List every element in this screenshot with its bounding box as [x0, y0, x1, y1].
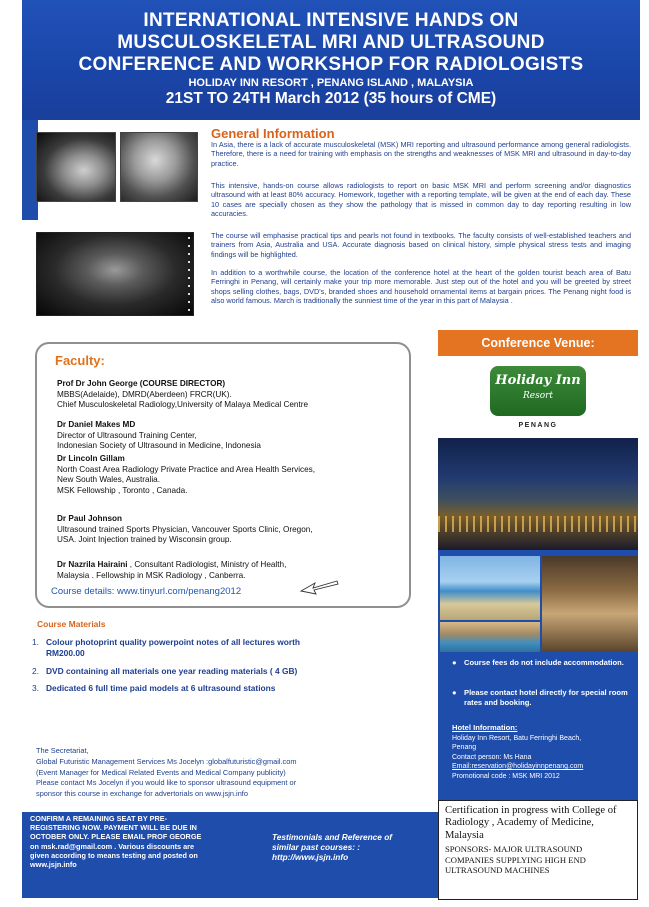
testimonials-line: similar past courses: :: [272, 842, 361, 852]
registration-notice: [30, 814, 262, 869]
title-line-3: CONFERENCE AND WORKSHOP FOR RADIOLOGISTS: [78, 54, 584, 75]
faculty-title: Faculty:: [55, 353, 105, 368]
faculty-member-detail: Director of Ultrasound Training Center,: [57, 430, 197, 440]
title-line-1: INTERNATIONAL INTENSIVE HANDS ON: [143, 10, 519, 31]
faculty-member-detail: Chief Musculoskeletal Radiology,University of Malaya Medical Centre: [57, 400, 309, 410]
faculty-member-detail: Malaysia . Fellowship in MSK Radiology , Canberra.: [57, 570, 246, 580]
ultrasound-depth-scale: [188, 237, 190, 311]
faculty-member-detail: , Consultant Radiologist, Ministry of Health,: [127, 560, 287, 569]
list-item-number: 1.: [32, 637, 39, 647]
secretariat-line: Please contact Ms Jocelyn if you would like to sponsor ultrasound equipment or: [36, 778, 297, 788]
faculty-member-detail: Ultrasound trained Sports Physician, Vancouver Sports Clinic, Oregon,: [57, 524, 313, 534]
list-item-number: 2.: [32, 666, 39, 676]
testimonials-line: Testimonials and Reference of: [272, 832, 393, 842]
list-item-text: [46, 637, 300, 659]
hotel-room-photo: [542, 556, 638, 652]
faculty-member: [57, 379, 407, 411]
faculty-member-name: Prof Dr John George (COURSE DIRECTOR): [57, 379, 226, 388]
hotel-pool-photo: [440, 622, 540, 652]
list-item: [452, 658, 632, 668]
faculty-member: [57, 514, 407, 546]
faculty-box: [35, 342, 411, 608]
list-item-number: 3.: [32, 683, 39, 693]
certification-text: Certification in progress with College of Radiology , Academy of Medicine, Malaysia: [445, 805, 617, 841]
registration-line: given according to means testing and posted on: [30, 850, 198, 860]
list-item-text-line: RM200.00: [46, 648, 85, 658]
general-info-paragraph-1: In Asia, there is a lack of accurate musculoskeletal (MSK) MRI reporting and ultrasound performance among general radiologists. Therefore, there is a need for training with emphasis on the strengths and weaknesses of MSK MRI and ultrasound in day-to-day practice.: [211, 140, 631, 168]
logo-sub-text: Resort: [522, 391, 554, 401]
hotel-info-line: Penang: [452, 744, 477, 752]
testimonials-note: [272, 832, 432, 862]
secretariat-line: Global Futuristic Management Services Ms Jocelyn :globalfuturistic@gmail.com: [36, 756, 297, 766]
faculty-member: [57, 454, 407, 496]
registration-line: on msk.rad@gmail.com . Various discounts are: [30, 841, 195, 851]
faculty-member: [57, 420, 407, 452]
faculty-member-detail: Indonesian Society of Ultrasound in Medicine, Indonesia: [57, 441, 261, 451]
bullet-icon: ●: [452, 658, 457, 667]
faculty-member-detail: MBBS(Adelaide), DMRD(Aberdeen) FRCR(UK).: [57, 389, 232, 399]
hotel-info-line: Holiday Inn Resort, Batu Ferringhi Beach,: [452, 735, 582, 742]
secretariat-line: sponsor this course in exchange for advertorials on www.jsjn.info: [36, 789, 248, 799]
hotel-night-photo: [438, 438, 638, 550]
location-line: HOLIDAY INN RESORT , PENANG ISLAND , MALAYSIA: [188, 77, 474, 89]
conference-header: [22, 0, 640, 120]
beach-parasail-photo: [440, 556, 540, 620]
testimonials-link[interactable]: http://www.jsjn.info: [272, 852, 349, 862]
venue-note-text: Please contact hotel directly for special room rates and booking.: [464, 688, 628, 707]
general-info-paragraph-2: This intensive, hands-on course allows radiologists to report on basic MSK MRI and perform screening and/or diagnostics ultrasound with at least 80% accuracy. Homework, together with a reporting template, will be given at the end of each day. These 10 cases are specially chosen as they show the pathology that is missed in common day to day reporting resulting in low accuracies.: [211, 181, 631, 219]
hotel-info-title: Hotel Information:: [452, 723, 518, 732]
secretariat-block: [36, 746, 416, 800]
faculty-member-name: Dr Nazrila Hairaini: [57, 560, 128, 569]
general-info-paragraph-3: The course will emphasise practical tips and pearls not found in textbooks. The faculty consists of well-established teachers and trainers from Asia, Australia and USA. Accurate diagnosis based on clinical history, simple physical stress tests and imaging findings will be highlighted.: [211, 231, 631, 259]
course-materials-title: Course Materials: [37, 619, 106, 629]
photo-lights: [438, 516, 638, 532]
mri-knee-image-1: [36, 132, 116, 202]
venue-note-text: Course fees do not include accommodation.: [464, 658, 624, 667]
course-details-link[interactable]: Course details: www.tinyurl.com/penang2012: [51, 586, 242, 597]
list-item-text: DVD containing all materials one year reading materials ( 4 GB): [46, 666, 298, 676]
faculty-member-name: Dr Paul Johnson: [57, 514, 123, 523]
faculty-member-name: Dr Daniel Makes MD: [57, 420, 136, 429]
ultrasound-image: [36, 232, 194, 316]
dates-line: 21ST TO 24TH March 2012 (35 hours of CME): [165, 90, 497, 107]
registration-line: REGISTERING NOW. PAYMENT WILL BE DUE IN: [30, 823, 197, 833]
hotel-email-link[interactable]: Email:reservation@holidayinnpenang.com: [452, 763, 584, 771]
hotel-info-line: Contact person: Ms Hana: [452, 753, 532, 761]
list-item-text-line: Colour photoprint quality powerpoint notes of all lectures worth: [46, 637, 301, 647]
faculty-member-detail: MSK Fellowship , Toronto , Canada.: [57, 485, 188, 495]
faculty-member-detail: New South Wales, Australia.: [57, 475, 160, 485]
faculty-member-detail: North Coast Area Radiology Private Practice and Area Health Services,: [57, 464, 316, 474]
registration-line: OCTOBER ONLY. PLEASE EMAIL PROF GEORGE: [30, 832, 202, 842]
registration-line: CONFIRM A REMAINING SEAT BY PRE-: [30, 814, 168, 823]
general-info-paragraph-4: In addition to a worthwhile course, the location of the conference hotel at the heart of the golden tourist beach area of Batu Ferringhi in Penang, will certainly make your trip more memorable. Just step out of the hotel and you will be greeted by street shops selling clothes, bags, DVD's, branded shoes and household ornamental items at bargain prices. The Penang night food is also world famous. March is traditionally the sunniest time of the year in this part of Malaysia .: [211, 268, 631, 306]
secretariat-line: (Event Manager for Medical Related Events and Medical Company publicity): [36, 767, 286, 777]
certification-box: [438, 800, 638, 900]
general-info-title: General Information: [211, 126, 335, 141]
bullet-icon: ●: [452, 688, 457, 697]
hotel-information: [452, 722, 636, 781]
faculty-member: [57, 560, 407, 581]
title-line-2: MUSCULOSKELETAL MRI AND ULTRASOUND: [117, 32, 545, 53]
secretariat-line: The Secretariat,: [36, 746, 89, 755]
holiday-inn-logo: [490, 366, 586, 416]
faculty-member-detail: USA. Joint Injection trained by Wisconsin group.: [57, 535, 232, 545]
registration-band: [22, 812, 440, 898]
hotel-info-line: Promotional code : MSK MRI 2012: [452, 772, 560, 780]
list-item-text: Dedicated 6 full time paid models at 6 ultrasound stations: [46, 683, 276, 693]
registration-line: www.jsjn.info: [30, 860, 77, 870]
logo-place-text: PENANG: [518, 422, 558, 429]
mri-knee-image-2: [120, 132, 198, 202]
pointer-arrow-icon: [299, 578, 339, 596]
faculty-member-name: Dr Lincoln Gillam: [57, 454, 125, 463]
logo-main-text: Holiday Inn: [495, 373, 581, 388]
venue-title: Conference Venue:: [438, 330, 638, 356]
list-item: [452, 688, 632, 708]
sponsors-text: SPONSORS- MAJOR ULTRASOUND COMPANIES SUPPLYING HIGH END ULTRASOUND MACHINES: [445, 844, 586, 876]
